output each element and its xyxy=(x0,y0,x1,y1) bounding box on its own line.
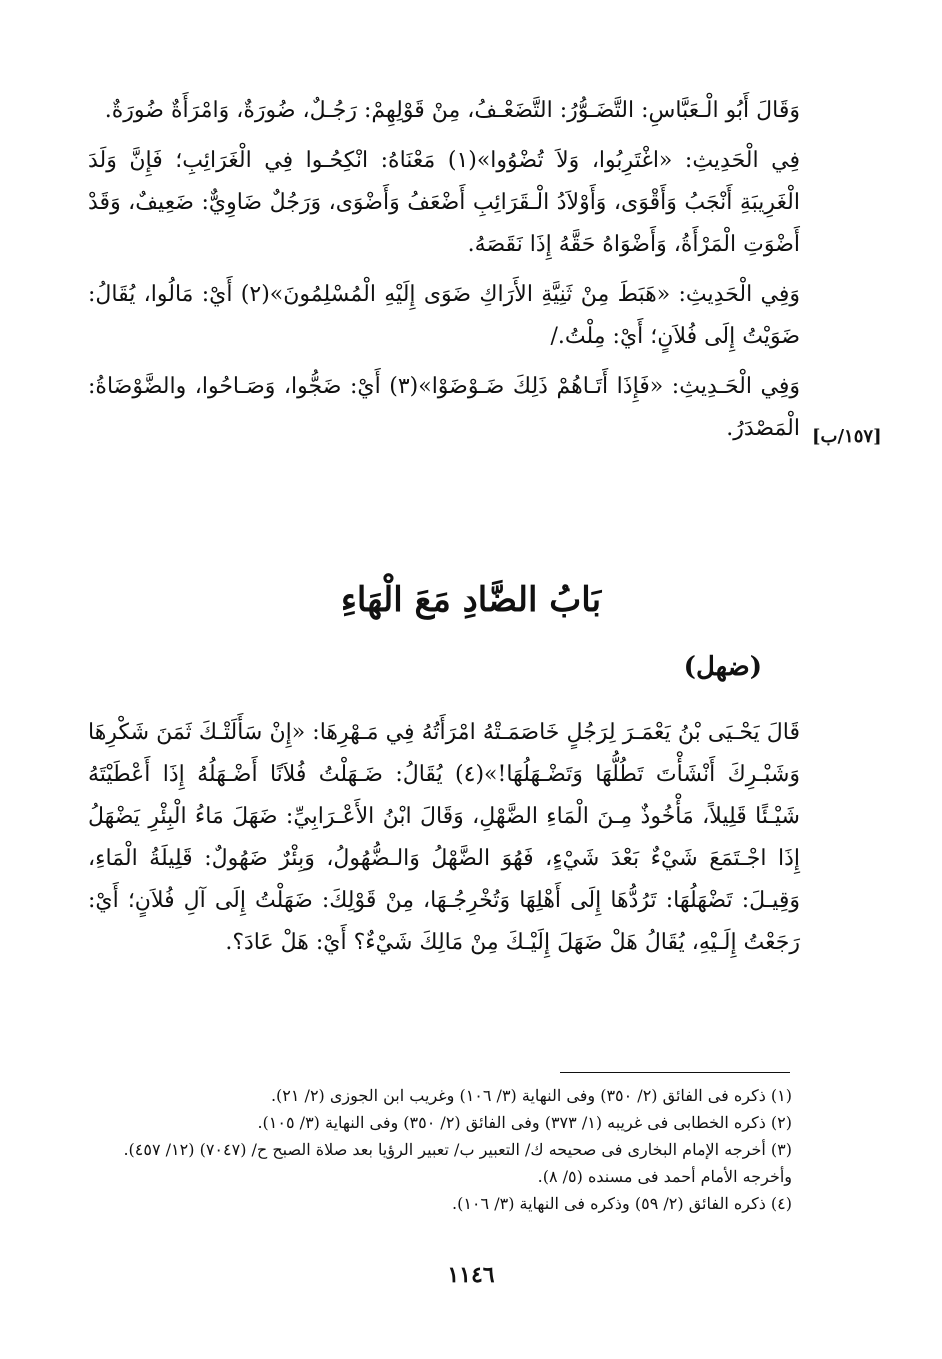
entry-heading: (ضهل) xyxy=(683,652,762,682)
paragraph-daway: وَفِي الْحَدِيثِ: «هَبَطَ مِنْ ثَنِيَّةِ الأَرَاكِ ضَوَى إِلَيْهِ الْمُسْلِمُونَ»(٢) أَيْ: مَالُوا، يُقَالُ: ضَوَيْتُ إِلَى فُلاَنٍ؛ أَيْ: مِلْتُ./ xyxy=(88,282,800,349)
paragraph-ightaribu: فِي الْحَدِيثِ: «اغْتَرِبُوا، وَلاَ تُضْوُوا»(١) مَعْنَاهُ: انْكِحُـوا فِي الْغَرَائِبِ؛ فَإِنَّ وَلَدَ الْغَرِيبَةِ أَنْجَبُ وَأَقْوَى، وَأَوْلاَدُ الْـقَرَائِبِ أَضْعَفُ وَأَضْوَى، وَرَجُلٌ ضَاوِيٌّ: ضَعِيفٌ، وَقَدْ أَضْوَتِ الْمَرْأَةُ، وَأَضْوَاهُ حَقَّهُ إِذَا نَقَصَهُ. xyxy=(88,148,800,257)
paragraph-dawdaw: وَفِي الْحَـدِيثِ: «فَإِذَا أَتَـاهُمْ ذَلِكَ ضَـوْضَوْا»(٣) أَيْ: ضَجُّوا، وَصَـاحُوا، والضَّوْضَاةُ: الْمَصْدَرُ. xyxy=(88,374,800,441)
page-number: ١١٤٦ xyxy=(447,1262,495,1288)
footnote-3: (٣) أخرجه الإمام البخارى فى صحيحه ك/ التعبير ب/ تعبير الرؤيا بعد صلاة الصبح ح/ (٧٠٤٧) (١٢/ ٤٥٧). وأخرجه الأمام أحمد فى مسنده (٥/ ٨). xyxy=(123,1140,792,1186)
footnotes xyxy=(120,1082,792,1217)
chapter-heading: بَابُ الضَّادِ مَعَ الْهَاءِ xyxy=(340,580,602,620)
main-text-top xyxy=(88,90,800,450)
manuscript-folio-marker: [١٥٧/ب] xyxy=(812,426,882,447)
footnote-2: (٢) ذكره الخطابى فى غريبه (١/ ٣٧٣) وفى الفائق (٢/ ٣٥٠) وفى النهاية (٣/ ١٠٥). xyxy=(257,1113,792,1132)
footnote-4: (٤) ذكره الفائق (٢/ ٥٩) وذكره فى النهاية (٣/ ١٠٦). xyxy=(452,1194,792,1213)
main-text-entry xyxy=(88,712,800,964)
paragraph-dahl: قَالَ يَحْـيَى بْنُ يَعْمَـرَ لِرَجُلٍ خَاصَمَـتْهُ امْرَأَتُهُ فِي مَـهْرِهَا: «إِنْ سَأَلَتْـكَ ثَمَنَ شَكْرِهَا وَشَبْـرِكَ أَنْشَأْتَ تَطُلُّهَا وَتَضْـهَلُهَا!»(٤) يُقَالُ: ضَـهَلْتُ فُلاَنًا أَضْـهَلُهُ إِذَا أَعْطَيْتَهُ شَيْـئًا قَلِيلاً، مَأْخُوذٌ مِـنَ الْمَاءِ الضَّهْلِ، وَقَالَ ابْنُ الأَعْـرَابِيِّ: ضَهَلَ مَاءُ الْبِئْرِ يَضْهَلُ إِذَا اجْـتَمَعَ شَيْءٌ بَعْدَ شَيْءٍ، فَهُوَ الضَّهْلُ وَالـضُّهُولُ، وَبِئْرٌ ضَهُولٌ: قَلِيلَةُ الْمَاءِ، وَقِيـلَ: تَضْهَلُهَا: تَرُدُّهَا إِلَى أَهْلِهَا وَتُخْرِجُـهَا، مِنْ قَوْلِكَ: ضَهَلْتُ إِلَى آلِ فُلاَنٍ؛ أَيْ: رَجَعْتُ إِلَـيْهِ، يُقَالُ هَلْ ضَهَلَ إِلَيْـكَ مِنْ مَالِكَ شَيْءٌ؟ أَيْ: هَلْ عَادَ؟. xyxy=(88,720,800,955)
paragraph-tadawwur: وَقَالَ أَبُو الْـعَبَّاسِ: التَّضَـوُّرُ: التَّضَعْـفُ، مِنْ قَوْلِهِمْ: رَجُـلٌ، ضُورَةٌ، وَامْرَأَةٌ ضُورَةٌ. xyxy=(104,98,800,123)
footnote-1: (١) ذكره فى الفائق (٢/ ٣٥٠) وفى النهاية (٣/ ١٠٦) وغريب ابن الجوزى (٢/ ٢١). xyxy=(270,1086,792,1105)
footnote-divider xyxy=(560,1072,790,1073)
